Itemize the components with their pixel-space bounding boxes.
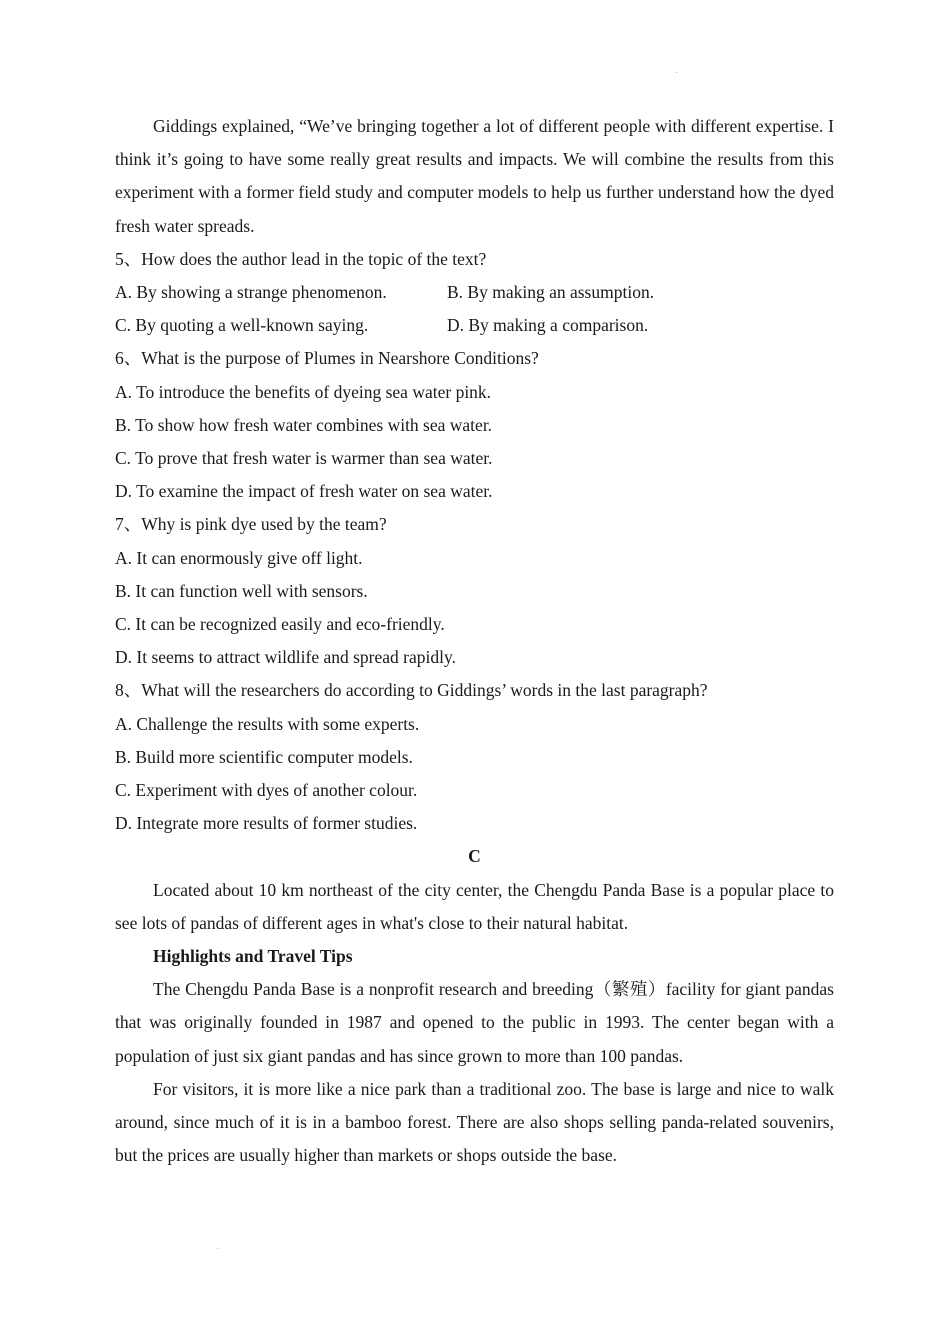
question-8: [115, 674, 834, 840]
question-8-option-d: D. Integrate more results of former studies.: [115, 813, 418, 834]
question-6-option-b: B. To show how fresh water combines with sea water.: [115, 414, 493, 435]
passage-c-paragraph-1: The Chengdu Panda Base is a nonprofit research and breeding（繁殖）facility for giant pandas that was originally founded in 1987 and opened to the public in 1993. The center began with a population of just six giant pandas and has since grown to more than 100 pandas.: [115, 979, 834, 1066]
question-7-option-a: A. It can enormously give off light.: [115, 547, 363, 568]
passage-c-paragraph-2: For visitors, it is more like a nice park than a traditional zoo. The base is large and nice to walk around, since much of it is in a bamboo forest. There are also shops selling panda-related souvenirs, but the prices are usually higher than markets or shops outside the base.: [115, 1078, 834, 1166]
scan-speck-top: [676, 72, 677, 73]
question-7: [115, 508, 834, 674]
question-7-option-b: B. It can function well with sensors.: [115, 580, 368, 601]
passage-c-intro: Located about 10 km northeast of the city center, the Chengdu Panda Base is a popular place to see lots of pandas of different ages in what's close to their natural habitat.: [115, 879, 834, 933]
question-5-option-d: D. By making a comparison.: [447, 315, 649, 336]
question-8-option-b: B. Build more scientific computer models.: [115, 746, 413, 767]
document-page: [115, 110, 834, 1173]
passage-b-final-paragraph: Giddings explained, “We’ve bringing together a lot of different people with different expertise. I think it’s going to have some really great results and impacts. We will combine the results from this experiment with a former field study and computer models to help us further understand how the dyed fresh water spreads.: [115, 116, 834, 236]
question-5-option-a: A. By showing a strange phenomenon.: [115, 282, 387, 303]
question-7-option-d: D. It seems to attract wildlife and spread rapidly.: [115, 647, 456, 668]
question-5: [115, 243, 834, 343]
passage-c-letter: C: [468, 846, 481, 867]
question-6-option-d: D. To examine the impact of fresh water on sea water.: [115, 481, 493, 502]
question-5-option-b: B. By making an assumption.: [447, 282, 655, 303]
question-6-option-a: A. To introduce the benefits of dyeing sea water pink.: [115, 381, 492, 402]
question-6: [115, 342, 834, 508]
scan-speck-bottom: [217, 1248, 218, 1249]
question-5-stem: 5、How does the author lead in the topic of the text?: [115, 248, 487, 269]
question-8-stem: 8、What will the researchers do according to Giddings’ words in the last paragraph?: [115, 680, 708, 701]
question-8-option-a: A. Challenge the results with some experts.: [115, 713, 420, 734]
question-6-option-c: C. To prove that fresh water is warmer than sea water.: [115, 448, 493, 469]
question-5-options-row-2: [115, 309, 834, 342]
question-7-stem: 7、Why is pink dye used by the team?: [115, 514, 387, 535]
question-5-options-row-1: [115, 276, 834, 309]
question-8-option-c: C. Experiment with dyes of another colour.: [115, 780, 418, 801]
passage-c-heading: Highlights and Travel Tips: [153, 946, 353, 967]
question-6-stem: 6、What is the purpose of Plumes in Nearshore Conditions?: [115, 348, 539, 369]
question-7-option-c: C. It can be recognized easily and eco-friendly.: [115, 614, 445, 635]
question-5-option-c: C. By quoting a well-known saying.: [115, 315, 369, 336]
